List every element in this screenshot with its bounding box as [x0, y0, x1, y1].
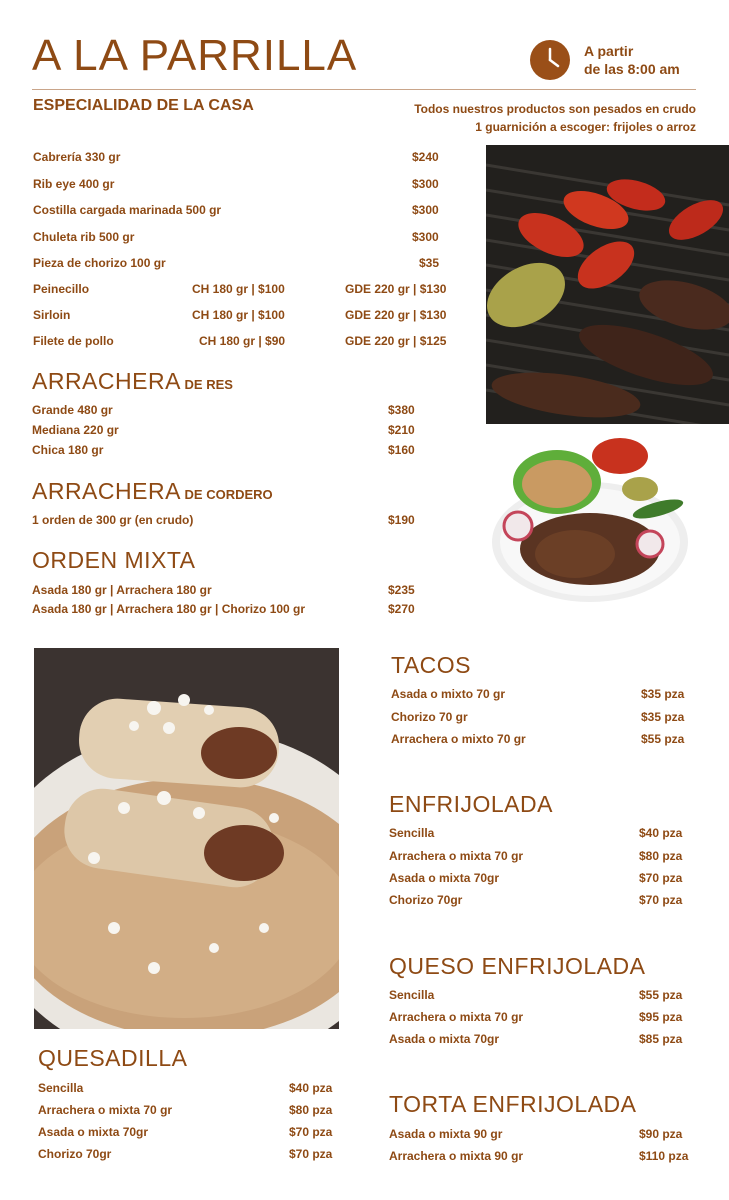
menu-item-name: Cabrería 330 gr: [33, 150, 121, 164]
menu-item-name: Pieza de chorizo 100 gr: [33, 256, 166, 270]
menu-item-name: Asada o mixta 90 gr: [389, 1127, 503, 1141]
menu-item-name: Asada o mixta 70gr: [389, 871, 500, 885]
menu-item-name: Chorizo 70gr: [389, 893, 463, 907]
menu-item-price: $160: [388, 443, 415, 457]
menu-item-price: $235: [388, 583, 415, 597]
menu-item-name: Rib eye 400 gr: [33, 177, 115, 191]
enfrijolada-photo: [34, 648, 339, 1029]
note-raw-weight: Todos nuestros productos son pesados en crudo: [414, 102, 696, 116]
menu-item-price: $40 pza: [289, 1081, 333, 1095]
menu-item-name: Mediana 220 gr: [32, 423, 119, 437]
menu-item-name: Chorizo 70 gr: [391, 710, 468, 724]
menu-item-name: Sencilla: [38, 1081, 84, 1095]
section-title-quesadilla: QUESADILLA: [38, 1045, 188, 1071]
menu-item-price: $35 pza: [641, 710, 685, 724]
size-small-price: CH 180 gr | $100: [192, 308, 285, 322]
hours-line-2: de las 8:00 am: [584, 61, 680, 77]
plate-photo: [490, 434, 690, 606]
section-title-tacos: TACOS: [391, 652, 472, 678]
section-title-suffix: DE CORDERO: [180, 487, 273, 502]
menu-item-price: $210: [388, 423, 415, 437]
menu-item-name: Asada 180 gr | Arrachera 180 gr | Chorizo 100 gr: [32, 602, 306, 616]
menu-item-name: Asada o mixta 70gr: [389, 1032, 500, 1046]
menu-item-price: $35 pza: [641, 687, 685, 701]
menu-item-name: Sirloin: [33, 308, 71, 322]
header-divider: [32, 89, 696, 90]
menu-item-name: Chorizo 70gr: [38, 1147, 112, 1161]
menu-item-price: $300: [412, 177, 439, 191]
menu-item-name: Chica 180 gr: [32, 443, 104, 457]
menu-item-name: Asada o mixto 70 gr: [391, 687, 506, 701]
menu-item-price: $85 pza: [639, 1032, 683, 1046]
menu-item-price: $40 pza: [639, 826, 683, 840]
hours-line-1: A partir: [584, 43, 634, 59]
menu-item-name: Sencilla: [389, 826, 435, 840]
menu-item-price: $240: [412, 150, 439, 164]
menu-item-price: $35: [419, 256, 440, 270]
section-title-enfrijolada: ENFRIJOLADA: [389, 791, 553, 817]
menu-item-name: Grande 480 gr: [32, 403, 113, 417]
section-title-suffix: DE RES: [180, 377, 233, 392]
menu-item-name: Filete de pollo: [33, 334, 114, 348]
size-small-price: CH 180 gr | $90: [199, 334, 286, 348]
section-title-torta-enfrijolada: TORTA ENFRIJOLADA: [389, 1091, 637, 1117]
menu-item-price: $380: [388, 403, 415, 417]
menu-item-price: $70 pza: [289, 1125, 333, 1139]
note-side-dish: 1 guarnición a escoger: frijoles o arroz: [475, 120, 696, 134]
menu-item-name: Arrachera o mixta 90 gr: [389, 1149, 524, 1163]
clock-icon: [530, 40, 570, 80]
menu-item-name: Arrachera o mixta 70 gr: [389, 1010, 524, 1024]
menu-item-name: Sencilla: [389, 988, 435, 1002]
menu-item-name: 1 orden de 300 gr (en crudo): [32, 513, 194, 527]
menu-item-price: $300: [412, 203, 439, 217]
menu-item-name: Asada 180 gr | Arrachera 180 gr: [32, 583, 212, 597]
menu-item-price: $95 pza: [639, 1010, 683, 1024]
size-large-price: GDE 220 gr | $130: [345, 308, 447, 322]
menu-item-name: Arrachera o mixta 70 gr: [38, 1103, 173, 1117]
menu-item-price: $90 pza: [639, 1127, 683, 1141]
menu-item-price: $110 pza: [639, 1149, 689, 1163]
menu-item-price: $80 pza: [289, 1103, 333, 1117]
size-large-price: GDE 220 gr | $125: [345, 334, 447, 348]
menu-item-name: Asada o mixta 70gr: [38, 1125, 149, 1139]
section-title-arrachera-res: [32, 370, 233, 393]
section-title-orden-mixta: ORDEN MIXTA: [32, 547, 196, 573]
opening-hours: [584, 42, 680, 78]
section-title-text: ARRACHERA: [32, 478, 181, 504]
menu-item-name: Chuleta rib 500 gr: [33, 230, 135, 244]
menu-item-name: Arrachera o mixta 70 gr: [389, 849, 524, 863]
menu-item-name: Costilla cargada marinada 500 gr: [33, 203, 222, 217]
menu-item-price: $70 pza: [639, 871, 683, 885]
section-title-arrachera-cordero: [32, 480, 273, 503]
size-small-price: CH 180 gr | $100: [192, 282, 285, 296]
menu-item-price: $80 pza: [639, 849, 683, 863]
menu-item-name: Arrachera o mixto 70 gr: [391, 732, 526, 746]
menu-item-price: $55 pza: [641, 732, 685, 746]
size-large-price: GDE 220 gr | $130: [345, 282, 447, 296]
section-title-text: ARRACHERA: [32, 368, 181, 394]
menu-item-price: $300: [412, 230, 439, 244]
menu-item-price: $70 pza: [639, 893, 683, 907]
menu-item-price: $55 pza: [639, 988, 683, 1002]
menu-item-price: $190: [388, 513, 415, 527]
section-title-queso-enfrijolada: QUESO ENFRIJOLADA: [389, 953, 646, 979]
menu-notes: [414, 100, 696, 136]
house-specialty-heading: ESPECIALIDAD DE LA CASA: [33, 97, 254, 114]
menu-item-name: Peinecillo: [33, 282, 90, 296]
page-title: A LA PARRILLA: [32, 31, 358, 80]
menu-item-price: $270: [388, 602, 415, 616]
menu-item-price: $70 pza: [289, 1147, 333, 1161]
grill-photo: [486, 145, 729, 424]
